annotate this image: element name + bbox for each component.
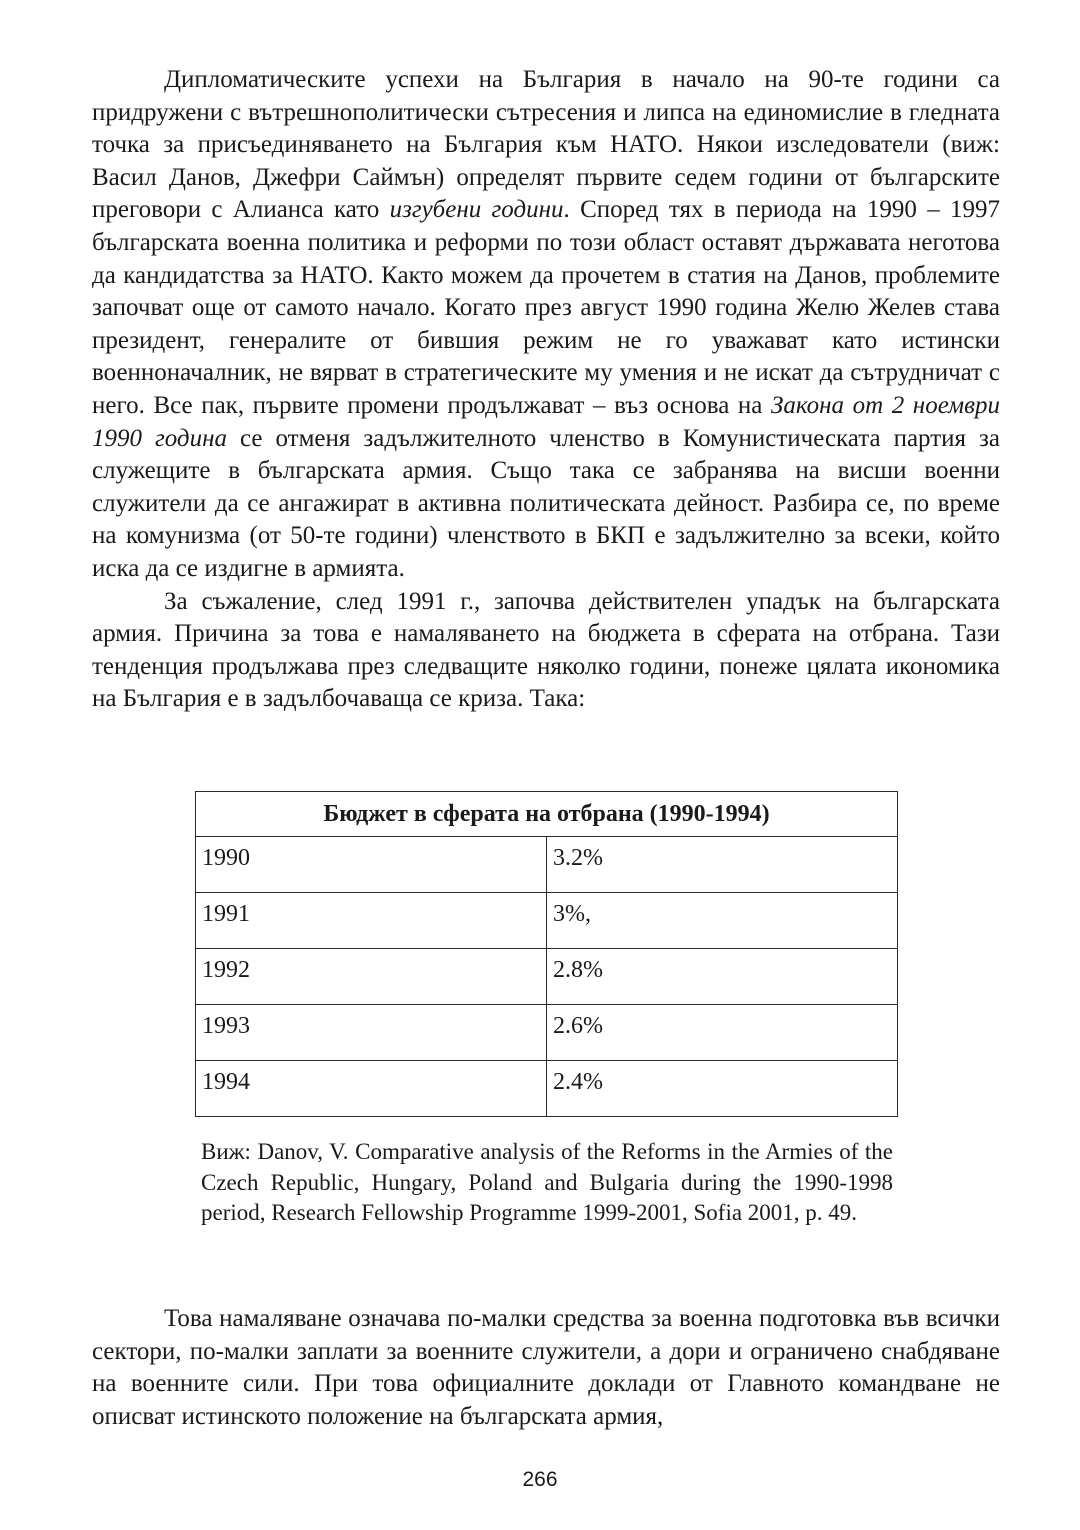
value-cell: 3%, <box>547 893 898 949</box>
value-cell: 2.8% <box>547 949 898 1005</box>
value-cell: 2.6% <box>547 1005 898 1061</box>
emphasis-law-reference: Закона от 2 ноември 1990 година <box>92 391 1000 452</box>
value-cell: 2.4% <box>547 1061 898 1117</box>
year-cell: 1991 <box>196 893 547 949</box>
intro-text <box>92 64 1000 716</box>
emphasis-lost-years: изгубени години <box>389 196 564 224</box>
value-cell: 3.2% <box>547 837 898 893</box>
table-row <box>196 1061 898 1117</box>
table-row <box>196 1005 898 1061</box>
year-cell: 1993 <box>196 1005 547 1061</box>
paragraph-1: Дипломатическите успехи на България в начало на 90-те години са придружени с вътрешнополитически сътресения и липса на единомислие в гледната точка за присъединяването на България към НАТО. Някои изследователи (виж: Васил Данов, Джефри Саймън) определят първите седем години от българските преговори с Алианса като изгубени години. Според тях в периода на 1990 – 1997 българската военна политика и реформи по този област оставят държавата неготова да кандидатства за НАТО. Както можем да прочетем в статия на Данов, проблемите започват още от самото начало. Когато през август 1990 година Желю Желев става президент, генералите от бившия режим не го уважават като истински военноначалник, не вярват в стратегическите му умения и не искат да сътрудничат с него. Все пак, първите промени продължават – въз основа на Закона от 2 ноември 1990 година се отменя задължителното членство в Комунистическата партия за служещите в българската армия. Също така се забранява на висши военни служители да се ангажират в активна политическата дейност. Разбира се, по време на комунизма (от 50-те години) членството в БКП е задължително за всеки, който иска да се издигне в армията. <box>92 66 1000 582</box>
table-title: Бюджет в сферата на отбрана (1990-1994) <box>196 792 898 837</box>
conclusion-text <box>92 1303 1000 1433</box>
paragraph-2: За съжаление, след 1991 г., започва действителен упадък на българската армия. Причина за това е намаляването на бюджета в сферата на отбрана. Тази тенденция продължава през следващите няколко години, понеже цялата икономика на България е в задълбочаваща се криза. Така: <box>92 587 1000 713</box>
paragraph-3: Това намаляване означава по-малки средства за военна подготовка във всички сектори, по-малки заплати за военните служители, а дори и ограничено снабдяване на военните сили. При това официалните доклади от Главното командване не описват истинското положение на българската армия, <box>92 1305 1000 1430</box>
defense-budget-table <box>195 791 898 1117</box>
year-cell: 1992 <box>196 949 547 1005</box>
table-row <box>196 837 898 893</box>
page-number: 266 <box>522 1468 558 1491</box>
source-citation: Виж: Danov, V. Comparative analysis of the Reforms in the Armies of the Czech Republic, Hungary, Poland and Bulgaria during the 1990-1998 period, Research Fellowship Programme 1999-2001, Sofia 2001, p. 49. <box>201 1139 893 1225</box>
table-row <box>196 949 898 1005</box>
year-cell: 1994 <box>196 1061 547 1117</box>
year-cell: 1990 <box>196 837 547 893</box>
table-row <box>196 893 898 949</box>
